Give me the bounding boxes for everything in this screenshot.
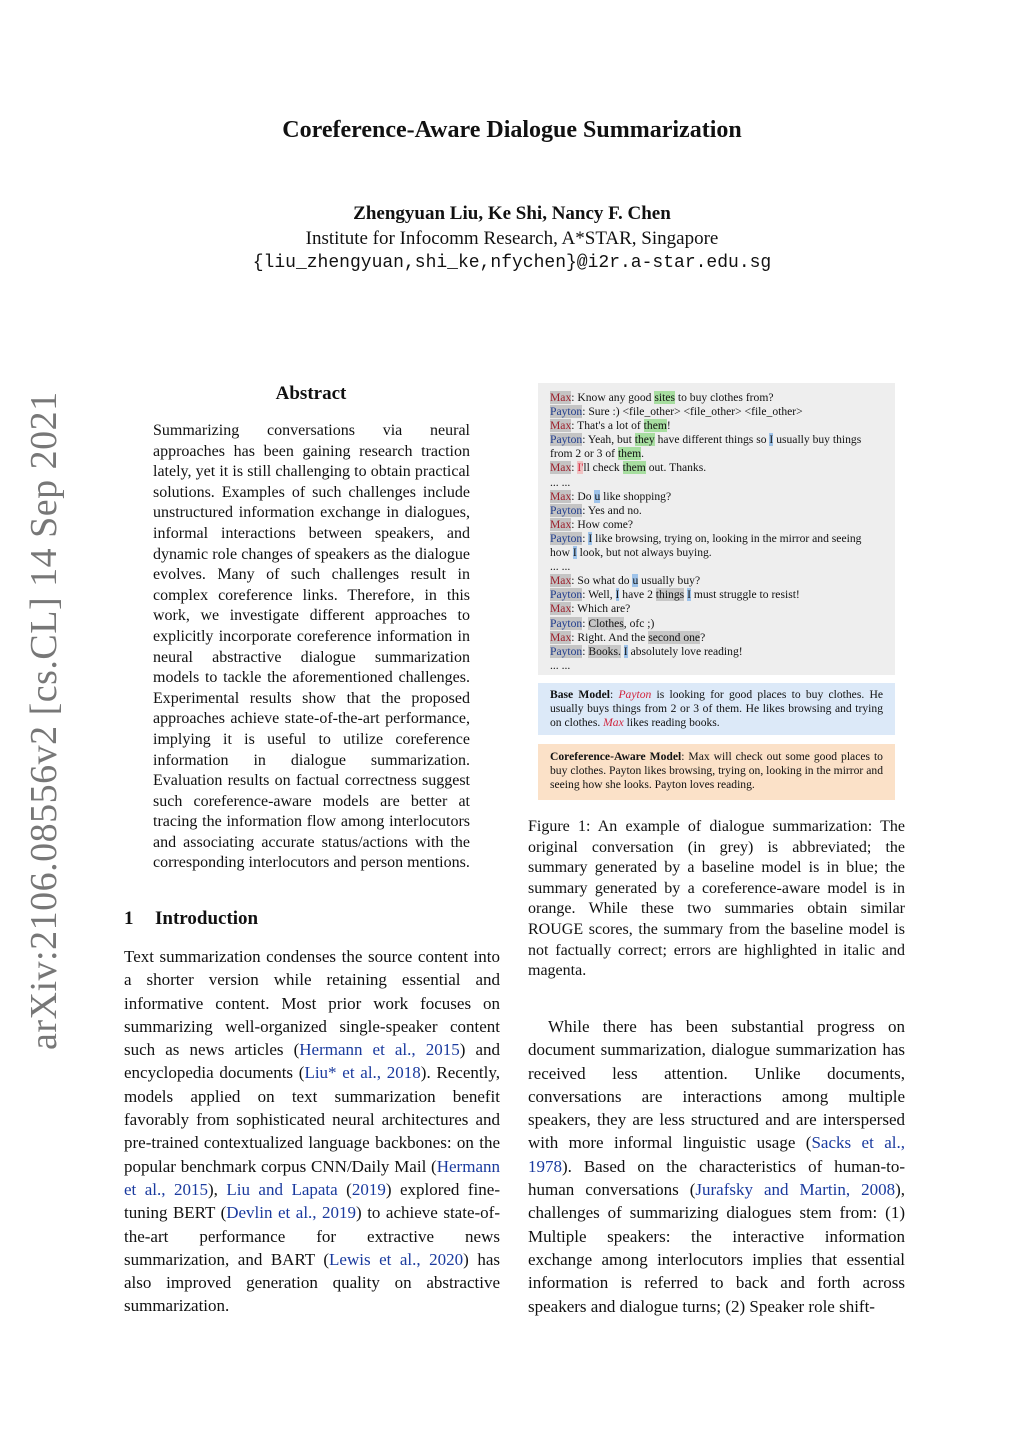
coref-mention: them — [643, 419, 667, 433]
dialogue-line — [550, 588, 883, 602]
citation-link[interactable]: Liu* et al., 2018 — [304, 1063, 421, 1083]
affiliation: Institute for Infocomm Research, A*STAR, Singapore — [305, 228, 719, 249]
dialogue-line — [550, 602, 883, 616]
figure-caption: Figure 1: An example of dialogue summarization: The original conversation (in grey) is abbreviated; the summary generated by a baseline model is in blue; the summary generated by a coreference-aware model is in orange. While these two summaries obtain similar ROUGE scores, the summary from the baseline model is not factually correct; errors are highlighted in italic and magenta. — [528, 818, 905, 980]
text-run: Text summarization condenses the source content into a shorter version while retaining essential and informative content. Most prior work focuses on summarizing well-organized single-speaker content such as news articles ( — [124, 947, 500, 1060]
text-run: : Do — [571, 489, 595, 503]
text-run: ), — [207, 1179, 227, 1199]
coref-mention: them — [617, 447, 642, 461]
citation-link[interactable]: 2019 — [351, 1179, 386, 1199]
author-emails: {liu_zhengyuan,shi_ke,nfychen}@i2r.a-star.edu.sg — [252, 253, 772, 273]
text-run: usually buy? — [638, 574, 701, 588]
coref-mention: I — [769, 433, 774, 447]
text-run: must struggle to resist! — [690, 588, 800, 602]
text-run: to buy clothes from? — [674, 391, 774, 404]
coref-mention: I — [623, 644, 628, 658]
speaker-payton: Payton — [550, 531, 583, 545]
dialogue-line — [550, 617, 883, 631]
text-run: : — [571, 461, 578, 475]
coref-mention: u — [594, 489, 601, 503]
dialogue-line — [550, 461, 883, 475]
text-run: : Know any good — [571, 391, 655, 404]
text-run: : Sure :) <file_other> <file_other> <file_other> — [582, 405, 803, 419]
text-run: ll check — [583, 461, 623, 475]
text-run: out. Thanks. — [645, 461, 707, 475]
speaker-payton: Payton — [550, 588, 583, 602]
text-run: ). Based on the characteristics of human-to-human conversations ( — [528, 1156, 905, 1200]
coref-mention: u — [632, 574, 639, 588]
text-run: : That's a lot of — [571, 419, 644, 433]
text-run: : — [582, 531, 589, 545]
section-title: Introduction — [155, 908, 259, 929]
speaker-max: Max — [550, 391, 572, 404]
right-column-paragraph — [528, 1015, 905, 1318]
speaker-max: Max — [550, 630, 572, 644]
text-run: ( — [337, 1179, 352, 1199]
citation-link[interactable]: Jurafsky and Martin, 2008 — [695, 1180, 896, 1200]
text-run: like browsing, trying on, looking in the mirror and seeing how — [550, 531, 862, 560]
coref-mention: sites — [654, 391, 675, 404]
dialogue-line — [550, 518, 883, 532]
dialogue-line — [550, 405, 883, 419]
coref-mention: they — [634, 433, 655, 447]
dialogue-line — [550, 574, 883, 588]
base-model-summary — [538, 683, 895, 735]
arxiv-identifier: arXiv:2106.08556v2 [cs.CL] 14 Sep 2021 — [23, 391, 65, 1050]
text-run: is looking for good places to buy clothes. He usually buys things from 2 or 3 of them. He likes browsing and trying on clothes. — [550, 688, 884, 730]
paper-title: Coreference-Aware Dialogue Summarization — [282, 117, 742, 143]
abstract-heading: Abstract — [275, 383, 347, 404]
text-run: ), challenges of summarizing dialogues stem from: (1) Multiple speakers: the interactive information exchange among interlocutors implies that essential information is referred to back and forth across speakers and dialogue turns; (2) Speaker role shift- — [528, 1180, 905, 1316]
text-run: usually buy things from 2 or 3 of — [550, 433, 862, 461]
citation-link[interactable]: Lewis et al., 2020 — [329, 1249, 464, 1269]
text-run: ? — [700, 630, 706, 644]
dialogue-line — [550, 433, 883, 461]
coref-mention: I — [572, 546, 577, 560]
error-highlight: Max — [603, 716, 624, 730]
text-run: : Yes and no. — [582, 503, 642, 517]
citation-link[interactable]: Hermann et al., 2015 — [299, 1040, 460, 1060]
speaker-payton: Payton — [550, 433, 583, 447]
citation-link[interactable]: Sacks et al., 1978 — [528, 1133, 905, 1176]
citation-link[interactable]: Hermann et al., 2015 — [124, 1156, 500, 1199]
intro-paragraph — [124, 945, 500, 1318]
text-run: : So what do — [571, 574, 633, 588]
text-run: ) to achieve state-of-the-art performance for extractive news summarization, and BART ( — [124, 1203, 500, 1269]
coref-model-summary — [538, 744, 895, 800]
coref-mention: second one — [648, 630, 701, 644]
dialogue-line — [550, 490, 883, 504]
text-run: , ofc ;) — [623, 616, 655, 630]
text-run: : — [582, 616, 589, 630]
speaker-max: Max — [550, 517, 572, 531]
abstract-text: Summarizing conversations via neural approaches has been gaining research traction lately, yet it is still challenging to obtain practical solutions. Examples of such challenges include unstructured information exchange in dialogues, informal interactions between speakers, and dynamic role changes of speakers as the dialogue evolves. Many of such challenges result in complex coreference links. Therefore, in this work, we investigate different approaches to explicitly incorporate coreference information in neural abstractive dialogue summarization models to tackle the aforementioned challenges. Experimental results show that the proposed approaches achieve state-of-the-art performance, implying it is useful to utilize coreference information in dialogue summarization. Evaluation results on factual correctness suggest such coreference-aware models are better at tracing the information flow among interlocutors and associating accurate status/actions with the corresponding interlocutors and person mentions. — [153, 422, 470, 872]
coref-mention: I — [615, 588, 620, 602]
speaker-payton: Payton — [550, 503, 583, 517]
speaker-max: Max — [550, 489, 572, 503]
speaker-payton: Payton — [550, 644, 583, 658]
text-run: : Which are? — [571, 602, 631, 616]
speaker-payton: Payton — [550, 616, 583, 630]
text-run: . — [641, 447, 645, 461]
citation-link[interactable]: Liu and Lapata — [226, 1179, 338, 1199]
figure-1 — [538, 383, 895, 800]
text-run: : Well, — [582, 588, 616, 602]
ellipsis: ... ... — [550, 560, 571, 574]
coref-mention: things — [655, 588, 685, 602]
summary-label: Base Model — [550, 688, 610, 701]
text-run: : Right. And the — [571, 630, 649, 644]
speaker-max: Max — [550, 419, 572, 433]
intro-heading — [124, 908, 258, 930]
text-run: ) has also improved generation quality on abstractive summarization. — [124, 1249, 500, 1316]
speaker-payton: Payton — [550, 405, 583, 419]
error-highlight: Payton — [618, 688, 652, 701]
text-run: have different things so — [654, 433, 770, 447]
coref-mention: Clothes — [588, 616, 624, 630]
coref-mention: Books. — [588, 644, 621, 658]
ellipsis: ... ... — [550, 658, 571, 672]
text-run: : Yeah, but — [582, 433, 635, 447]
text-run: : — [610, 688, 619, 701]
speaker-max: Max — [550, 602, 572, 616]
summary-label: Coreference-Aware Model — [550, 750, 682, 763]
dialogue-line — [550, 391, 883, 405]
dialogue-box — [538, 383, 895, 675]
section-number: 1 — [124, 908, 134, 929]
dialogue-line — [550, 419, 883, 433]
coref-mention: I — [687, 588, 691, 602]
text-run: look, but not always buying. — [576, 546, 712, 560]
text-run: have 2 — [619, 588, 656, 602]
dialogue-line — [550, 631, 883, 645]
text-run: ). Recently, models applied on text summarization benefit favorably from sophisticated neural architectures and pre-trained contextualized language backbones: on the popular benchmark corpus CNN/Daily Mail ( — [124, 1063, 500, 1176]
text-run: like shopping? — [600, 489, 672, 503]
text-run: likes reading books. — [623, 716, 720, 730]
ellipsis: ... ... — [550, 475, 571, 489]
coref-mention: them — [622, 461, 646, 475]
authors: Zhengyuan Liu, Ke Shi, Nancy F. Chen — [353, 203, 671, 224]
text-run: : Max will check out some good places to buy clothes. Payton likes browsing, trying on, looking in the mirror and seeing how she looks. Payton loves reading. — [550, 750, 883, 792]
speaker-max: Max — [550, 574, 572, 588]
text-run: ) and encyclopedia documents ( — [124, 1040, 500, 1083]
dialogue-line — [550, 504, 883, 518]
text-run: ! — [666, 419, 671, 433]
dialogue-line — [550, 532, 883, 560]
dialogue-line — [550, 645, 883, 659]
citation-link[interactable]: Devlin et al., 2019 — [226, 1203, 357, 1223]
speaker-max: Max — [550, 461, 572, 475]
text-run: : How come? — [571, 517, 634, 531]
coref-mention: I' — [577, 461, 584, 475]
text-run: ) explored fine-tuning BERT ( — [124, 1179, 500, 1223]
text-run: : — [582, 644, 589, 658]
coref-mention: I — [588, 531, 593, 545]
text-run: absolutely love reading! — [627, 644, 743, 658]
text-run: While there has been substantial progress on document summarization, dialogue summarization has received less attention. Unlike documents, conversations are interactions among multiple speakers, they are less structured and are interspersed with more informal linguistic usage ( — [528, 1017, 905, 1153]
